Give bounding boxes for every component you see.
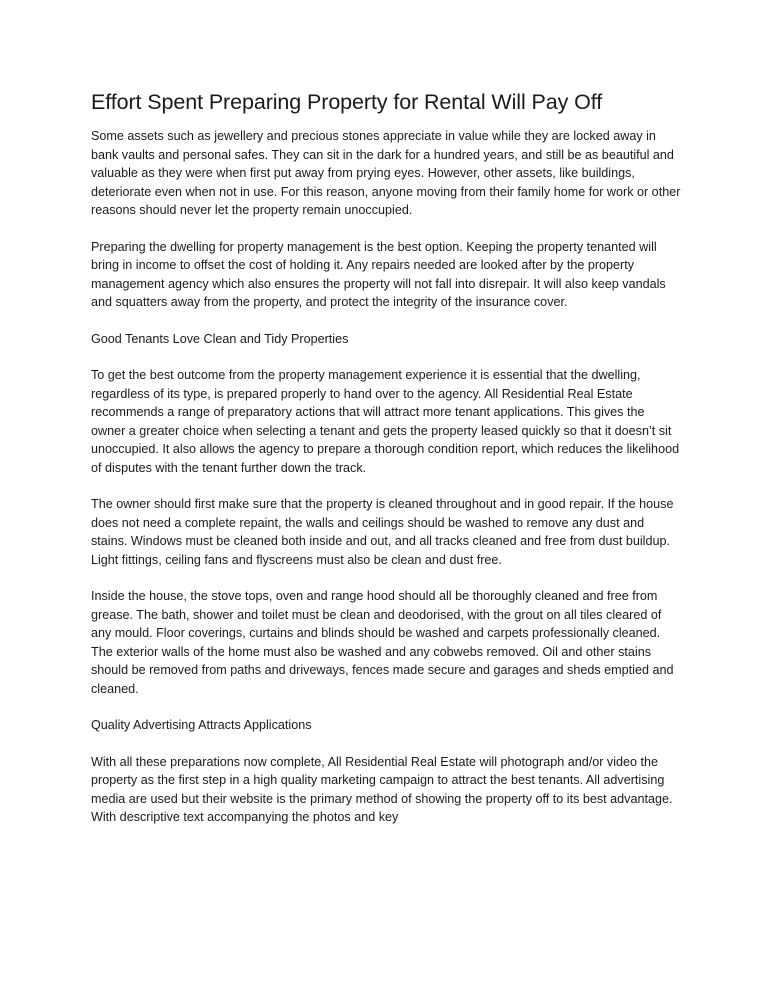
subheading-quality-advertising: Quality Advertising Attracts Applications: [91, 718, 312, 732]
paragraph-property-management: Preparing the dwelling for property management is the best option. Keeping the property tenanted will bring in income to offset the cost of holding it. Any repairs needed are looked after by the property management agency which also ensures the property will not fall into disrepair. It will also keep vandals and squatters away from the property, and protect the integrity of the insurance cover.: [91, 239, 666, 309]
document-title: Effort Spent Preparing Property for Rental Will Pay Off: [91, 90, 603, 114]
document-page: [91, 88, 681, 845]
paragraph-inside-house: Inside the house, the stove tops, oven and range hood should all be thoroughly cleaned and free from grease. The bath, shower and toilet must be clean and deodorised, with the grout on all tiles cleared of any mould. Floor coverings, curtains and blinds should be washed and carpets professionally cleaned. The exterior walls of the home must also be washed and any cobwebs removed. Oil and other stains should be removed from paths and driveways, fences made secure and garages and sheds emptied and cleaned.: [91, 589, 674, 696]
paragraph-cleaning-repair: The owner should first make sure that the property is cleaned throughout and in good repair. If the house does not need a complete repaint, the walls and ceilings should be washed to remove any dust and stains. Windows must be cleaned both inside and out, and all tracks cleaned and free from dust buildup. Light fittings, ceiling fans and flyscreens must also be clean and dust free.: [91, 497, 674, 567]
paragraph-assets-intro: Some assets such as jewellery and precious stones appreciate in value while they are locked away in bank vaults and personal safes. They can sit in the dark for a hundred years, and still be as beautiful and valuable as they were when first put away from prying eyes. However, other assets, like buildings, deteriorate even when not in use. For this reason, anyone moving from their family home for work or other reasons should never let the property remain unoccupied.: [91, 129, 681, 217]
subheading-clean-properties: Good Tenants Love Clean and Tidy Properties: [91, 331, 349, 346]
paragraph-preparation: To get the best outcome from the property management experience it is essential that the dwelling, regardless of its type, is prepared properly to hand over to the agency. All Residential Real Estate recommends a range of preparatory actions that will attract more tenant applications. This gives the owner a greater choice when selecting a tenant and gets the property leased quickly so that it doesn’t sit unoccupied. It also allows the agency to prepare a thorough condition report, which reduces the likelihood of disputes with the tenant further down the track.: [91, 368, 680, 475]
paragraph-advertising: With all these preparations now complete, All Residential Real Estate will photograph and/or video the property as the first step in a high quality marketing campaign to attract the best tenants. All advertising media are used but their website is the primary method of showing the property off to its best advantage. With descriptive text accompanying the photos and key: [91, 754, 673, 824]
